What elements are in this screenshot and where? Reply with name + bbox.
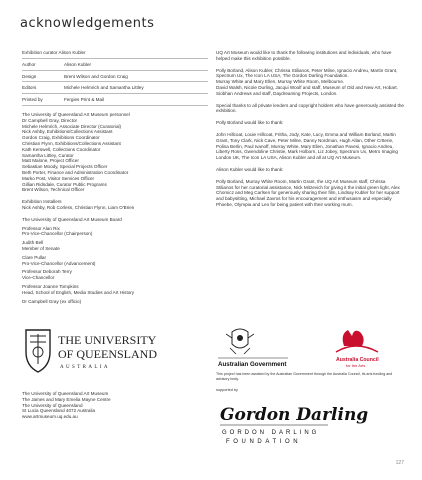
board-member-name: Judith Bell (22, 240, 44, 246)
credit-row (22, 97, 208, 103)
uq-logo-line3: AUSTRALIA (60, 365, 110, 370)
gov-logo-text: Australian Government (218, 361, 287, 368)
staff-line: Matt Malone, Project Officer (22, 158, 79, 164)
credit-role: Author (22, 61, 36, 67)
address-line: The University of Queensland Art Museum (22, 391, 109, 396)
credit-name: Michele Helmrich and Samantha Littley (64, 85, 144, 91)
address-line: St Lucia Queensland 4072 Australia (22, 408, 96, 414)
credit-curator (22, 50, 208, 56)
acknowledgement-paragraph: John Hillcoat, Louie Hillcoat, Fritha, Jody, Kate, Lucy, Emma and William Borland, Martin Grant, Tony Clark, Nick Cave, Peter Milne, Danny Nordman, Hugh Allan, Other Crtterie, Polina Berlin, Paul Ivanoff, Murray White, Mary Ellen, Jonathan Pavesi, Ignacio Andreu, Liberty Ross, Gwendoline Christie, Mark Holborn, Liz Jobey, Spectrum Ux, Metro Imaging London UK, The Icon LA USA, Alison Kubler and all at UQ Art Museum. (216, 131, 398, 161)
board-member (22, 255, 208, 267)
page-title: acknowledgements (20, 16, 155, 31)
acknowledgement-paragraph: Special thanks to all private lenders and copyright holders who have generously assisted the exhibition. (216, 102, 404, 114)
board-member (22, 284, 208, 296)
left-column (22, 50, 208, 310)
council-logo-line2: for the Arts (346, 363, 366, 368)
address-line: The University of Queensland (22, 402, 83, 408)
board-member-role: Vice-Chancellor (22, 275, 55, 281)
divider (22, 105, 208, 106)
gdf-script-text: Gordon Darling (220, 405, 369, 425)
uq-staff-heading: The University of Queensland Art Museum personnel (22, 111, 130, 117)
divider (22, 81, 208, 82)
board-member (22, 226, 208, 238)
credit-role: Exhibition curator (22, 50, 58, 55)
funding-note: This project has been assisted by the Australian Government through the Australia Council, its arts funding and advisory body. (216, 372, 393, 381)
board-member-role: Member of Senate (22, 245, 60, 251)
board-member-role: Pro-Vice-Chancellor (Advancement) (22, 260, 96, 266)
credit-row (22, 74, 208, 80)
gdf-line2: FOUNDATION (226, 439, 302, 445)
uq-crest-icon (22, 326, 192, 376)
address-line: The James and Mary Emelia Mayne Centre (22, 396, 111, 402)
credit-role: Printed by (22, 97, 43, 103)
uq-logo-line1: THE UNIVERSITY (58, 333, 157, 347)
gdf-line1: GORDON DARLING (222, 430, 320, 436)
address-line: www.artmuseum.uq.edu.au (22, 414, 78, 420)
credit-row (22, 62, 208, 68)
board-member (22, 240, 208, 252)
credit-name: Brent Wilson and Gordon Craig (64, 73, 128, 79)
staff-line: Christian Flynn, Exhibitions/Collections Assistant (22, 140, 121, 146)
staff-line: Dr Campbell Gray, Director (22, 117, 78, 123)
board-member-name: Dr Campbell Gray (ex officio) (22, 298, 82, 304)
board-member-role: Pro-Vice-Chancellor (Chairperson) (22, 231, 93, 237)
acknowledgement-paragraph: Polly Borland would like to thank: (216, 120, 284, 126)
board-member-name: Clare Pullar (22, 254, 46, 260)
divider (22, 70, 208, 71)
board-member-name: Professor Deborah Terry (22, 269, 72, 275)
funding-logos (216, 324, 406, 372)
credit-role: Design (22, 73, 37, 79)
credit-name: Alison Kubler (58, 50, 86, 55)
board-member (22, 299, 208, 305)
staff-line: Michele Helmrich, Associate Director (Curatorial) (22, 123, 122, 129)
credit-row (22, 85, 208, 91)
acknowledgement-paragraph: Polly Borland, Alison Kubler, Chrissa Stilianos, Peter Milne, Ignacio Andreu, Martin Grant, Spectrum Ux, The Icon LA USA, The Gordon Darling Foundation. Murray White and Mary Ellen, Murray White Room, Melbourne. David Walsh, Nicole Durling, Jacqui Woolf and staff, Museum of Old and New Art, Hobart. Siobhan Andrews and staff, Daydreaming Projects, London. (216, 67, 398, 96)
uq-staff-section (22, 112, 208, 193)
acknowledgement-paragraph: Alison Kubler would like to thank: (216, 166, 284, 172)
staff-line: Gordon Craig, Exhibitions Coordinator (22, 135, 100, 141)
credit-name: Alison Kubler (64, 61, 92, 67)
supported-by-label: supported by (216, 388, 238, 392)
uq-staff-list (22, 118, 208, 193)
board-members-list (22, 226, 208, 305)
right-column (216, 50, 404, 214)
uq-logo (22, 326, 192, 376)
credits-list (22, 50, 208, 106)
australian-government-logo (218, 329, 288, 368)
board-heading: The University of Queensland Art Museum Board (22, 216, 122, 222)
board-member-name: Professor Alan Rix (22, 225, 60, 231)
divider (22, 58, 208, 59)
board-member (22, 269, 208, 281)
installers-names: Nick Ashby, Rob Corless, Christian Flynn, Liam O'Brien (22, 204, 135, 210)
staff-line: Samantha Littley, Curator (22, 152, 74, 158)
staff-line: Beth Porter, Finance and Administration Coordinator (22, 169, 129, 175)
staff-line: Brent Wilson, Technical Officer (22, 187, 85, 193)
credit-name: Fergies Print & Mail (64, 97, 105, 103)
installers-section (22, 199, 208, 211)
board-member-name: Professor Joanne Tompkins (22, 283, 79, 289)
council-logo-line1: Australia Council (336, 357, 379, 363)
board-member-role: Head, School of English, Media Studies and Art History (22, 289, 135, 295)
acknowledgement-paragraph: Polly Borland, Murray White Room, Martin Grant, the UQ Art Museum staff, Chrissa Stilianos for her curatorial assistance, Nick Mitzevich for giving it the initial green light, Alex Chomicz and Meg Carlsen for generously sharing their film, Lindsay Kubler for her support and babysitting, Michael Zavros for his encouragement and enthusiasm and especially Phoebe, Olympia and Leo for being patient with their working mum. (216, 178, 400, 207)
staff-line: Nick Ashby, Exhibitions/Collections Assistant (22, 129, 113, 135)
uq-address (22, 391, 208, 420)
credit-role: Editors (22, 85, 37, 91)
divider (22, 93, 208, 94)
staff-line: Kath Kerswell, Collections Coordinator (22, 146, 101, 152)
staff-line: Marko Post, Visitor Services Officer (22, 175, 95, 181)
gordon-darling-foundation-logo (216, 396, 369, 448)
installers-heading: Exhibition Installers (22, 199, 62, 205)
staff-line: Sebastian Moody, Special Projects Officer (22, 164, 108, 170)
board-section (22, 217, 208, 305)
australia-council-logo (336, 330, 379, 368)
uq-logo-line2: OF QUEENSLAND (58, 347, 157, 361)
staff-line: Gillian Ridsdale, Curator Public Programs (22, 181, 107, 187)
acknowledgement-paragraph: UQ Art Museum would like to thank the following institutions and individuals, who have helped make this exhibition possible. (216, 50, 392, 61)
page-number: 127 (395, 460, 404, 466)
